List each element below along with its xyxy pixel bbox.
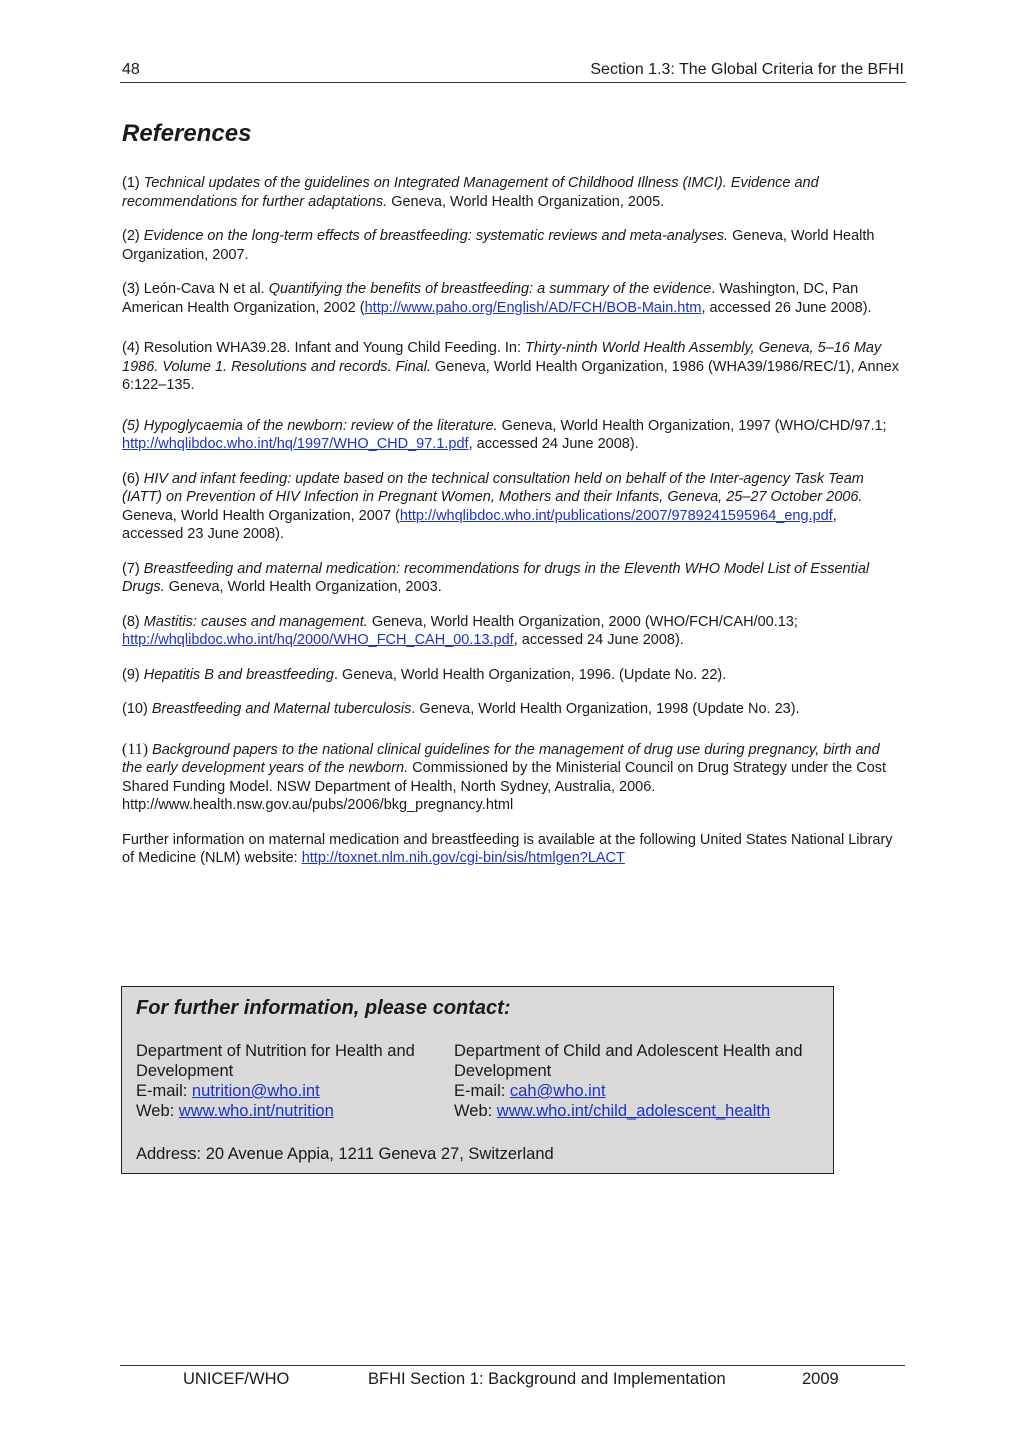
references-heading: References bbox=[122, 120, 252, 147]
reference-3-link[interactable]: http://www.paho.org/English/AD/FCH/BOB-Main.htm bbox=[364, 299, 702, 316]
nutrition-web-link[interactable]: www.who.int/nutrition bbox=[178, 1102, 334, 1120]
reference-1: (1) Technical updates of the guidelines on Integrated Management of Childhood Illness (IMCI). Evidence and recommendations for further adaptations. Geneva, World Health Organization, 2005. bbox=[122, 175, 819, 210]
reference-2: (2) Evidence on the long-term effects of breastfeeding: systematic reviews and meta-analyses. Geneva, World Health Organization, 2007. bbox=[122, 228, 875, 263]
reference-9: (9) Hepatitis B and breastfeeding. Geneva, World Health Organization, 1996. (Update No. 22). bbox=[122, 666, 727, 683]
reference-5-link[interactable]: http://whqlibdoc.who.int/hq/1997/WHO_CHD_97.1.pdf bbox=[122, 436, 469, 452]
nutrition-email-link[interactable]: nutrition@who.int bbox=[191, 1082, 320, 1100]
reference-10: (10) Breastfeeding and Maternal tuberculosis. Geneva, World Health Organization, 1998 (Update No. 23). bbox=[122, 701, 800, 717]
child-health-email-line: E-mail: cah@who.int bbox=[454, 1082, 606, 1100]
contact-address: Address: 20 Avenue Appia, 1211 Geneva 27, Switzerland bbox=[136, 1145, 554, 1163]
page-header bbox=[120, 60, 906, 83]
nutrition-email-line: E-mail: nutrition@who.int bbox=[136, 1082, 320, 1100]
contact-nutrition bbox=[136, 1041, 436, 1121]
footer-publisher: UNICEF/WHO bbox=[183, 1370, 290, 1388]
toxnet-link[interactable]: http://toxnet.nlm.nih.gov/cgi-bin/sis/htmlgen?LACT bbox=[301, 850, 625, 866]
page-number: 48 bbox=[122, 61, 140, 78]
reference-8: (8) Mastitis: causes and management. Geneva, World Health Organization, 2000 (WHO/FCH/CAH/00.13; http://whqlibdoc.who.int/hq/2000/WHO_FCH_CAH_00.13.pdf, accessed 24 June 2008). bbox=[122, 613, 798, 648]
child-health-email-link[interactable]: cah@who.int bbox=[509, 1082, 606, 1100]
nutrition-department: Department of Nutrition for Health and Development bbox=[136, 1042, 415, 1080]
contact-box bbox=[121, 986, 834, 1174]
contact-child-health bbox=[454, 1041, 826, 1121]
nutrition-web-line: Web: www.who.int/nutrition bbox=[136, 1102, 334, 1120]
section-title: Section 1.3: The Global Criteria for the BFHI bbox=[590, 61, 904, 78]
child-health-department: Department of Child and Adolescent Health and Development bbox=[454, 1042, 803, 1080]
child-health-web-link[interactable]: www.who.int/child_adolescent_health bbox=[496, 1102, 771, 1120]
references-list bbox=[122, 174, 902, 884]
reference-8-link[interactable]: http://whqlibdoc.who.int/hq/2000/WHO_FCH_CAH_00.13.pdf bbox=[122, 632, 514, 648]
footer-document-title: BFHI Section 1: Background and Implementation bbox=[368, 1370, 726, 1388]
footer-year: 2009 bbox=[802, 1370, 839, 1388]
page-footer bbox=[120, 1365, 905, 1392]
contact-heading: For further information, please contact: bbox=[136, 997, 511, 1019]
reference-11: (11) Background papers to the national clinical guidelines for the management of drug use during pregnancy, birth and the early development years of the newborn. Commissioned by the Ministerial Council on Drug Strategy under the Cost Shared Funding Model. NSW Department of Health, North Sydney, Australia, 2006. http://www.health.nsw.gov.au/pubs/2006/bkg_pregnancy.html bbox=[122, 740, 887, 813]
reference-6-link[interactable]: http://whqlibdoc.who.int/publications/2007/9789241595964_eng.pdf bbox=[399, 507, 833, 524]
child-health-web-line: Web: www.who.int/child_adolescent_health bbox=[454, 1102, 771, 1120]
further-information: Further information on maternal medication and breastfeeding is available at the following United States National Library of Medicine (NLM) website: http://toxnet.nlm.nih.gov/cgi-bin/sis/htmlgen?LACT bbox=[122, 831, 893, 866]
reference-4: (4) Resolution WHA39.28. Infant and Young Child Feeding. In: Thirty-ninth World Health Assembly, Geneva, 5–16 May 1986. Volume 1. Resolutions and records. Final. Geneva, World Health Organization, 1986 (WHA39/1986/REC/1), Annex 6:122–135. bbox=[122, 340, 899, 393]
reference-3: (3) León-Cava N et al. Quantifying the benefits of breastfeeding: a summary of the evidence. Washington, DC, Pan American Health Organization, 2002 (http://www.paho.org/English/AD/FCH/BOB-Main.htm, accessed 26 June 2008). bbox=[122, 281, 872, 316]
reference-6: (6) HIV and infant feeding: update based on the technical consultation held on behalf of the Inter-agency Task Team (IATT) on Prevention of HIV Infection in Pregnant Women, Mothers and their Infants, Geneva, 25–27 October 2006. Geneva, World Health Organization, 2007 (http://whqlibdoc.who.int/publications/2007/9789241595964_eng.pdf, accessed 23 June 2008). bbox=[122, 470, 864, 542]
reference-7: (7) Breastfeeding and maternal medication: recommendations for drugs in the Eleventh WHO Model List of Essential Drugs. Geneva, World Health Organization, 2003. bbox=[122, 560, 870, 595]
reference-5: (5) Hypoglycaemia of the newborn: review of the literature. Geneva, World Health Organization, 1997 (WHO/CHD/97.1; http://whqlibdoc.who.int/hq/1997/WHO_CHD_97.1.pdf, accessed 24 June 2008). bbox=[122, 417, 887, 452]
